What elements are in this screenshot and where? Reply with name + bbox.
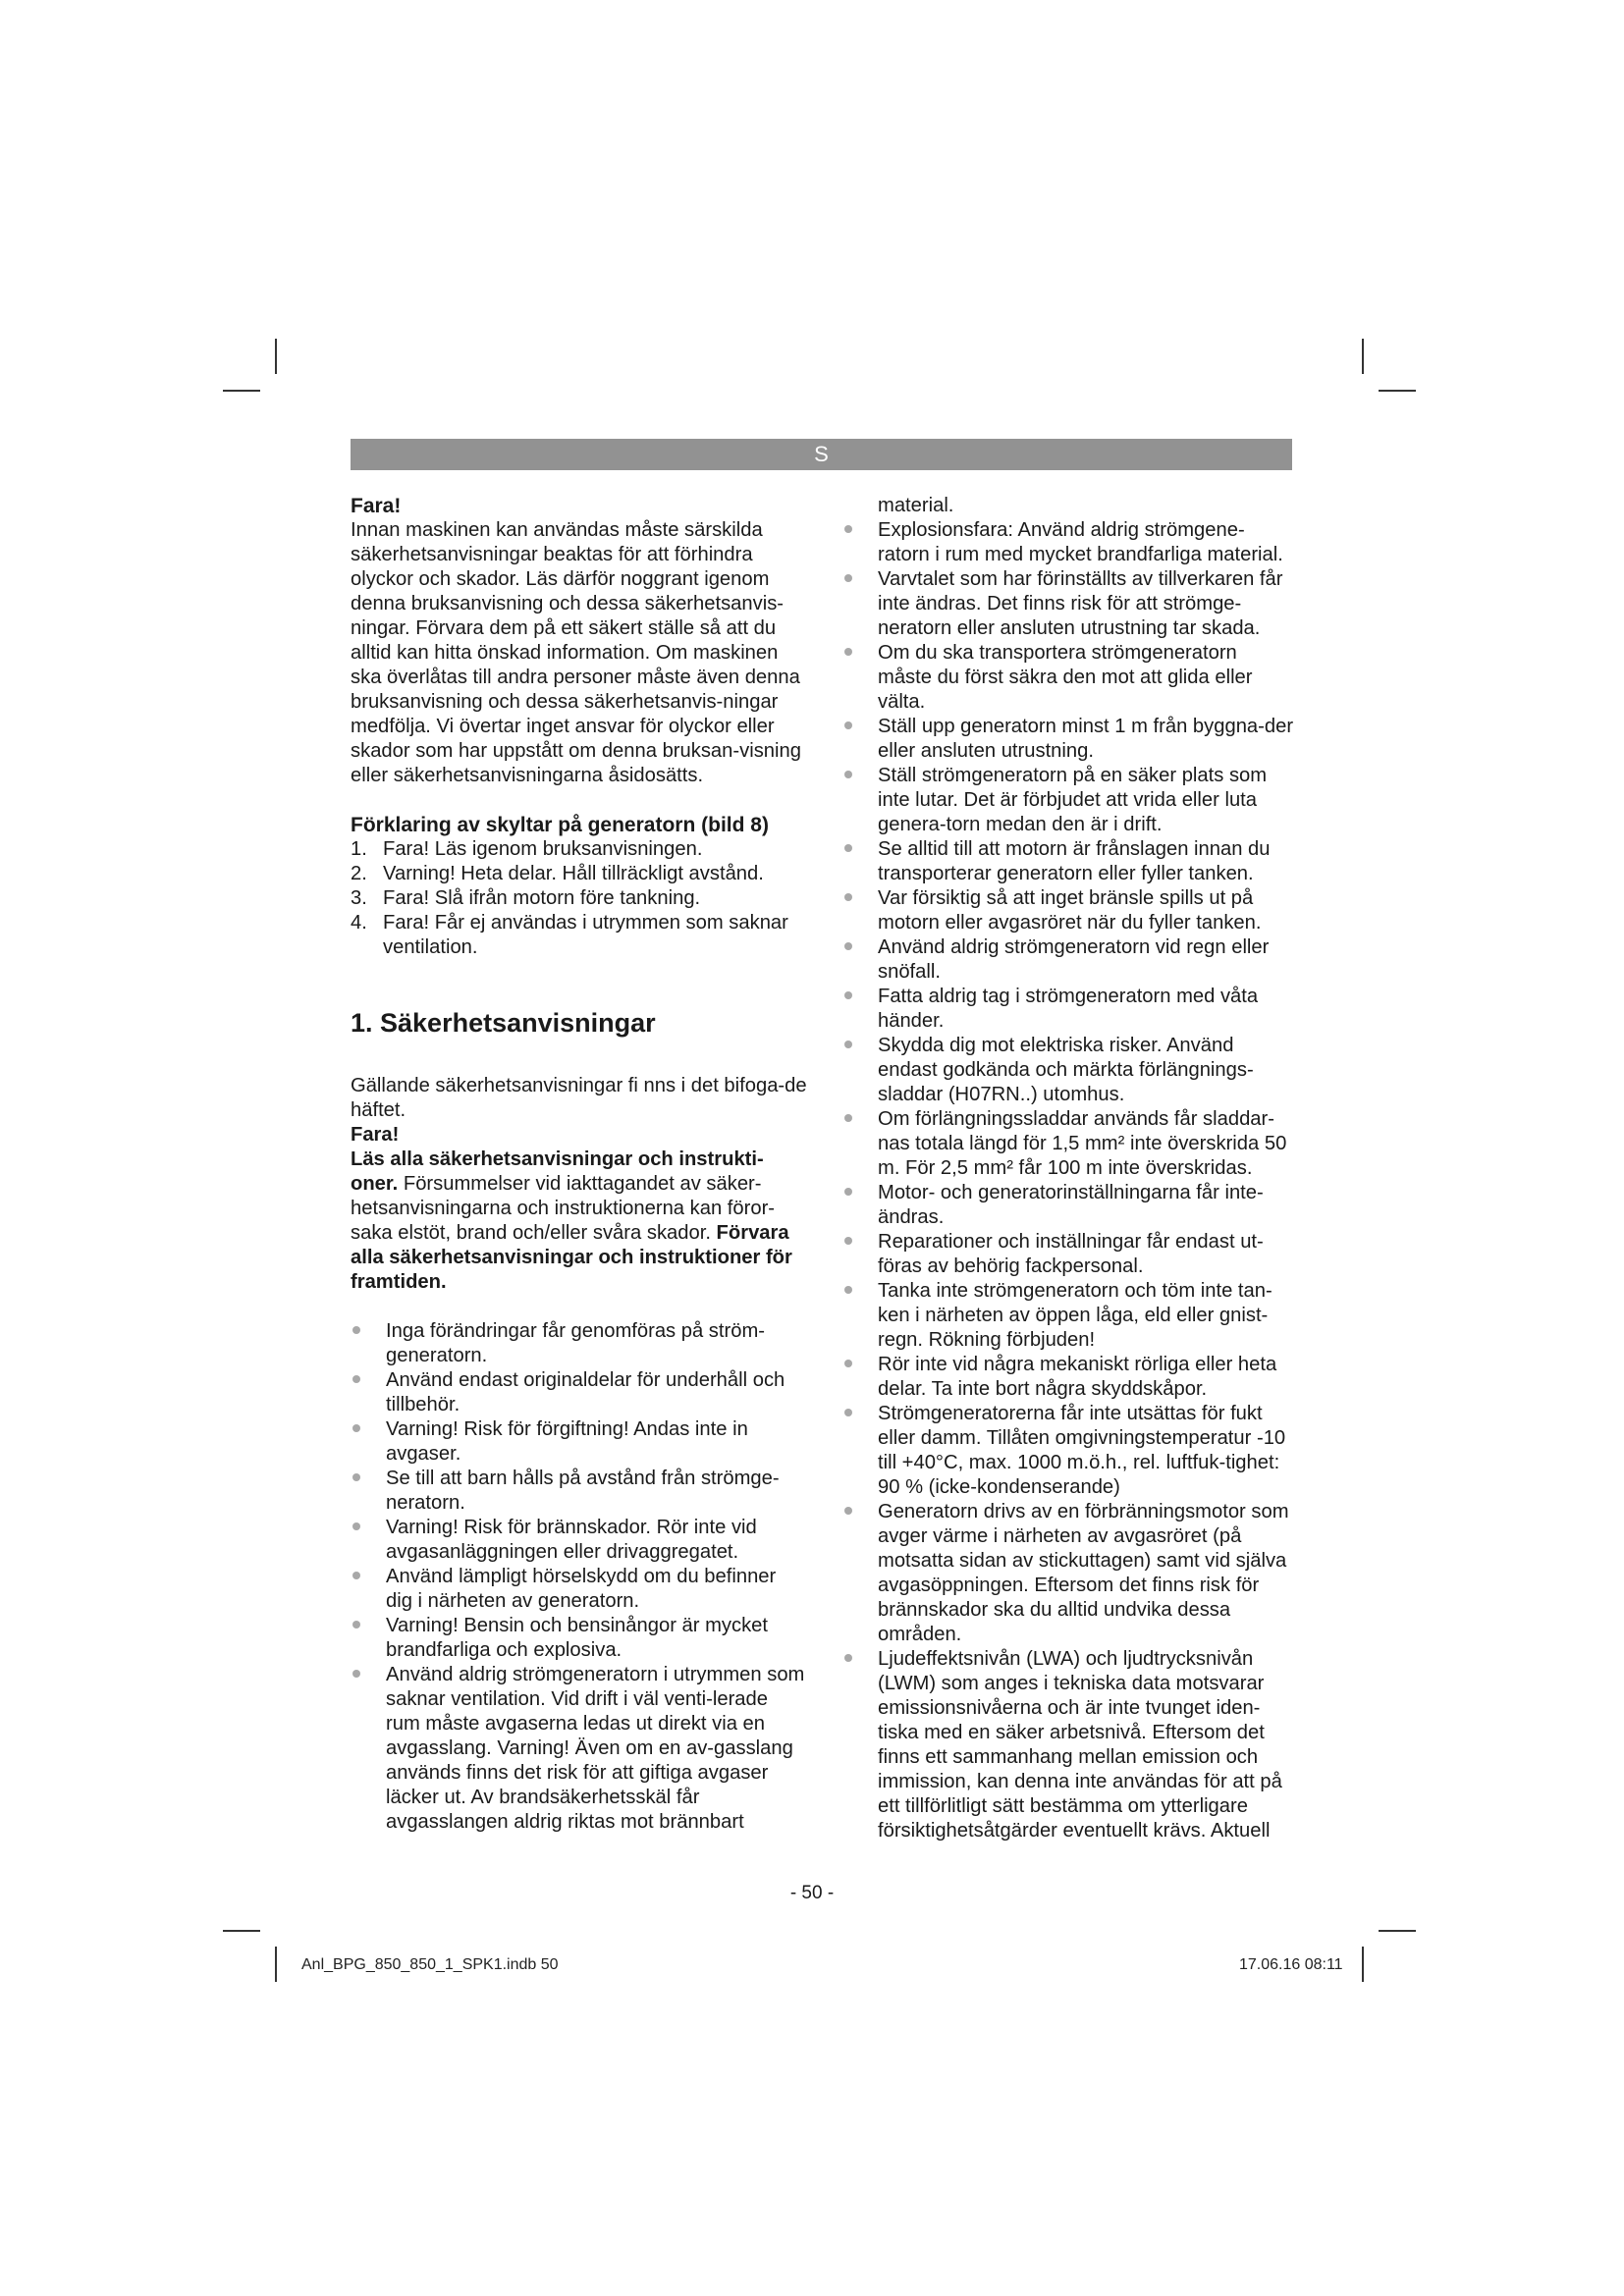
- continuation-text: material.: [878, 495, 954, 516]
- list-item: Inga förändringar får genomföras på ström-generatorn.: [351, 1319, 807, 1368]
- list-item: Ställ upp generatorn minst 1 m från byggna-der eller ansluten utrustning.: [842, 715, 1294, 764]
- list-item: [351, 911, 807, 960]
- crop-mark-top-left-v: [275, 339, 277, 374]
- list-item: Reparationer och inställningar får endast ut-föras av behörig fackpersonal.: [842, 1230, 1294, 1279]
- language-code: S: [814, 442, 829, 466]
- language-header-bar: [351, 439, 1292, 470]
- list-item: Använd aldrig strömgeneratorn vid regn eller snöfall.: [842, 935, 1294, 985]
- list-number: 2.: [351, 863, 367, 884]
- list-item: Var försiktig så att inget bränsle spills ut på motorn eller avgasröret när du fyller tanken.: [842, 886, 1294, 935]
- list-item: Explosionsfara: Använd aldrig strömgene-ratorn i rum med mycket brandfarliga material.: [842, 518, 1294, 567]
- crop-mark-top-right-v: [1362, 339, 1364, 374]
- list-item: Skydda dig mot elektriska risker. Använd endast godkända och märkta förlängnings-sladdar (H07RN..) utomhus.: [842, 1034, 1294, 1107]
- read-bold: Läs alla säkerhetsanvisningar och instrukti-oner.: [351, 1148, 764, 1195]
- list-item: Ljudeffektsnivån (LWA) och ljudtrycksnivån (LWM) som anges i tekniska data motsvarar emissionsnivåerna och är inte tvunget iden-tiska med en säker arbetsnivå. Eftersom det finns ett sammanhang mellan emission och immission, kan denna inte användas för att på ett tillförlitligt sätt bestämma om ytterligare försiktighetsåtgärder eventuellt krävs. Aktuell: [842, 1647, 1294, 1843]
- danger-text: Innan maskinen kan användas måste särskilda säkerhetsanvisningar beaktas för att förhindra olyckor och skador. Läs därför noggrant igenom denna bruksanvisning och dessa säkerhetsanvis-ningar. Förvara dem på ett säkert ställe så att du alltid kan hitta önskad information. Om maskinen ska överlåtas till andra personer måste även denna bruksanvisning och dessa säkerhetsanvis-ningar medfölja. Vi övertar inget ansvar för olyckor eller skador som har uppstått om denna bruksan-visning eller säkerhetsanvisningarna åsidosätts.: [351, 519, 801, 786]
- footer-file: Anl_BPG_850_850_1_SPK1.indb 50: [301, 1956, 559, 1973]
- list-item: Varning! Risk för brännskador. Rör inte vid avgasanläggningen eller drivaggregatet.: [351, 1516, 807, 1565]
- list-item: [351, 862, 807, 886]
- list-number: 4.: [351, 912, 367, 934]
- read-text: Försummelser vid iakttagandet av säker-hetsanvisningarna och instruktionerna kan föror-saka elstöt, brand och/eller svåra skador.: [351, 1173, 776, 1244]
- list-item: Om förlängningssladdar används får sladdar-nas totala längd för 1,5 mm² inte överskrida 50 m. För 2,5 mm² får 100 m inte överskridas.: [842, 1107, 1294, 1181]
- crop-mark-top-right-h: [1379, 390, 1416, 392]
- safety-bullets-left: [351, 1319, 807, 1835]
- list-item: Använd endast originaldelar för underhåll och tillbehör.: [351, 1368, 807, 1417]
- list-item: Motor- och generatorinställningarna får inte-ändras.: [842, 1181, 1294, 1230]
- list-number: 1.: [351, 838, 367, 860]
- list-item: Tanka inte strömgeneratorn och töm inte tan-ken i närheten av öppen låga, eld eller gnist-regn. Rökning förbjuden!: [842, 1279, 1294, 1353]
- right-column: [842, 494, 1294, 1843]
- list-item: Strömgeneratorerna får inte utsättas för fukt eller damm. Tillåten omgivningstemperatur -10 till +40°C, max. 1000 m.ö.h., rel. luftfuk-tighet: 90 % (icke-kondenserande): [842, 1402, 1294, 1500]
- list-item: [351, 886, 807, 911]
- list-item: Varning! Bensin och bensinångor är mycket brandfarliga och explosiva.: [351, 1614, 807, 1663]
- safety-bullets-right: [842, 518, 1294, 1843]
- list-text: Fara! Får ej användas i utrymmen som saknar ventilation.: [383, 912, 788, 958]
- crop-mark-bottom-right-h: [1379, 1930, 1416, 1932]
- signs-heading: Förklaring av skyltar på generatorn (bild 8): [351, 814, 769, 836]
- read-paragraph: [351, 1148, 807, 1295]
- signs-list: [351, 837, 807, 960]
- list-item: Varvtalet som har förinställts av tillverkaren får inte ändras. Det finns risk för att strömge-neratorn eller ansluten utrustning tar skada.: [842, 567, 1294, 641]
- list-item: Använd aldrig strömgeneratorn i utrymmen som saknar ventilation. Vid drift i väl venti-lerade rum måste avgaserna ledas ut direkt via en avgasslang. Varning! Även om en av-gasslang används finns det risk för att giftiga avgaser läcker ut. Av brandsäkerhetsskäl får avgasslangen aldrig riktas mot brännbart: [351, 1663, 807, 1835]
- danger-title: Fara!: [351, 495, 402, 517]
- list-number: 3.: [351, 887, 367, 909]
- section-heading: 1. Säkerhetsanvisningar: [351, 1008, 656, 1038]
- list-item: Se alltid till att motorn är frånslagen innan du transporterar generatorn eller fyller tanken.: [842, 837, 1294, 886]
- list-item: Rör inte vid några mekaniskt rörliga eller heta delar. Ta inte bort några skyddskåpor.: [842, 1353, 1294, 1402]
- list-item: Generatorn drivs av en förbränningsmotor som avger värme i närheten av avgasröret (på motsatta sidan av stickuttagen) samt vid själva avgasöppningen. Eftersom det finns risk för brännskador ska du alltid undvika dessa områden.: [842, 1500, 1294, 1647]
- list-text: Fara! Läs igenom bruksanvisningen.: [383, 838, 703, 860]
- list-item: Använd lämpligt hörselskydd om du befinner dig i närheten av generatorn.: [351, 1565, 807, 1614]
- intro-text: Gällande säkerhetsanvisningar fi nns i det bifoga-de häftet.: [351, 1075, 807, 1121]
- list-text: Fara! Slå ifrån motorn före tankning.: [383, 887, 701, 909]
- list-item: Se till att barn hålls på avstånd från strömge-neratorn.: [351, 1467, 807, 1516]
- list-item: Varning! Risk för förgiftning! Andas inte in avgaser.: [351, 1417, 807, 1467]
- left-column: [351, 494, 807, 1835]
- crop-mark-bottom-left-h: [223, 1930, 260, 1932]
- footer-date: 17.06.16 08:11: [1239, 1956, 1343, 1973]
- list-item: Ställ strömgeneratorn på en säker plats som inte lutar. Det är förbjudet att vrida eller luta genera-torn medan den är i drift.: [842, 764, 1294, 837]
- danger2-title: Fara!: [351, 1124, 400, 1146]
- list-item: Om du ska transportera strömgeneratorn måste du först säkra den mot att glida eller välta.: [842, 641, 1294, 715]
- list-text: Varning! Heta delar. Håll tillräckligt avstånd.: [383, 863, 764, 884]
- page-number: - 50 -: [789, 1883, 835, 1903]
- list-item: [351, 837, 807, 862]
- crop-mark-top-left-h: [223, 390, 260, 392]
- crop-mark-bottom-left-v: [275, 1947, 277, 1982]
- crop-mark-bottom-right-v: [1362, 1947, 1364, 1982]
- list-item: Fatta aldrig tag i strömgeneratorn med våta händer.: [842, 985, 1294, 1034]
- keep-bold: Förvara alla säkerhetsanvisningar och instruktioner för framtiden.: [351, 1222, 792, 1293]
